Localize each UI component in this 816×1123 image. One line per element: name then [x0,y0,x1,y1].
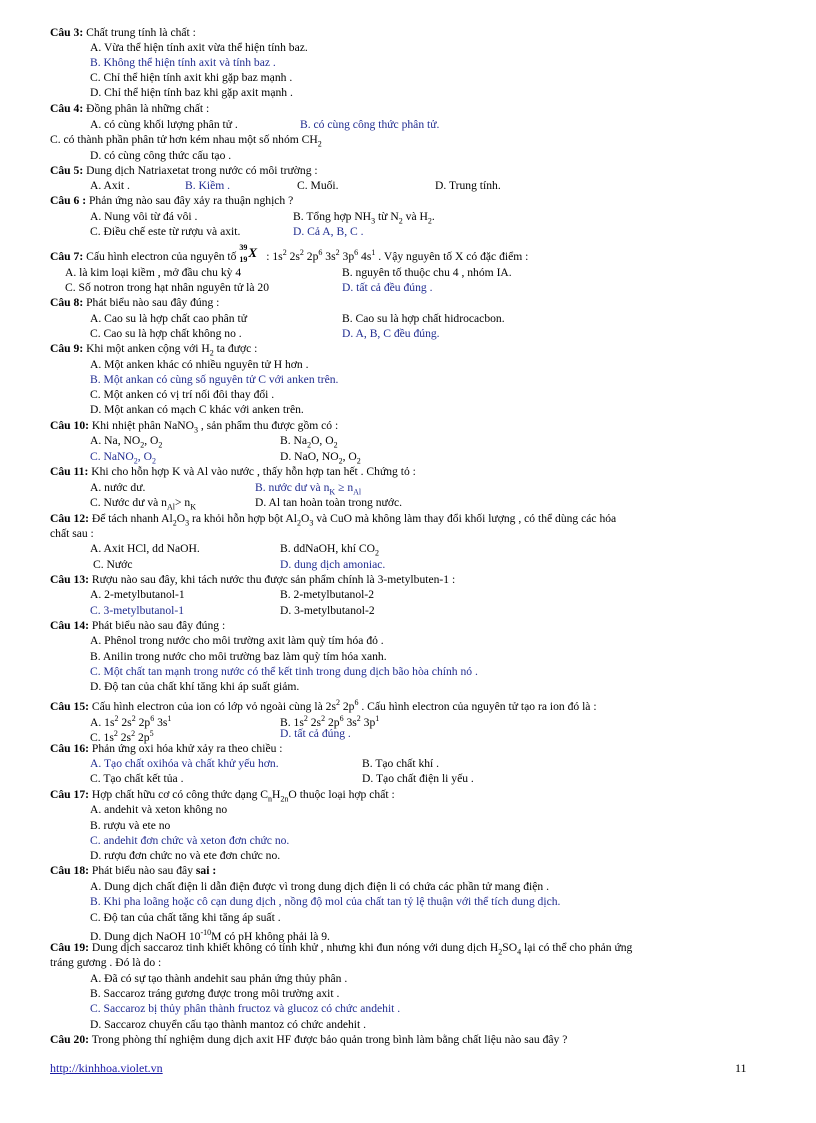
option-a: A. $1s^2$ $2s^2$ $2p^6$ $3s^1$ [90,714,172,729]
question-label: Câu 6 : [50,194,87,207]
footer-link[interactable]: http://kinhhoa.violet.vn [50,1061,163,1075]
question-17: Câu 17: Hợp chất hữu cơ có công thức dạng $C_nH_{2n}O$ thuộc loại hợp chất : [50,788,395,804]
option-b: B. Anilin trong nước cho môi trường baz làm quỳ tím hóa xanh. [90,650,387,663]
question-5 [50,163,318,178]
question-text: Phát biểu nào sau đây đúng : [86,296,220,309]
option-c: C. Nước [93,558,133,571]
option-d: D. tất cả đúng . [280,727,351,740]
option-a: A. Axit . [90,179,130,192]
option-a: A. Cao su là hợp chất cao phân tử [90,312,247,325]
option-a: A. andehit và xeton không no [90,803,228,816]
option-b: B. rượu và ete no [90,819,171,832]
question-9: Câu 9: Khi một anken cộng với $H_2$ ta được : [50,342,258,358]
question-label: Câu 15: [50,699,89,713]
option-c: C. NaNO$_2$, $O_2$ [90,450,156,466]
question-label: Câu 10: [50,419,89,432]
option-a: A. Phênol trong nước cho môi trường axit làm quỳ tím hóa đỏ . [90,634,384,647]
option-c: C. Chỉ thể hiện tính axit khi gặp baz mạnh . [90,71,293,84]
option-d: D. Độ tan của chất khí tăng khi áp suất giảm. [90,680,300,693]
option-a: A. Một anken khác có nhiều nguyên tử H hơn . [90,358,309,371]
isotope-symbol: 39 19 X [239,243,258,264]
question-3 [50,25,196,40]
question-text-cont: chất sau : [50,527,94,540]
option-c: C. Một chất tan mạnh trong nước có thể kết tinh trong dung dịch bão hòa chính nó . [90,665,478,678]
question-text: Phản ứng nào sau đây xảy ra thuận nghịch ? [88,194,294,207]
option-c: C. Tạo chất kết tủa . [90,772,184,785]
option-a: A. Nung vôi từ đá vôi . [90,210,198,223]
question-text: Chất trung tính là chất : [86,26,196,39]
option-c: C. Một anken có vị trí nối đôi thay đổi . [90,388,275,401]
option-c: C. Điều chế este từ rượu và axit. [90,225,241,238]
question-19: Câu 19: Dung dịch saccaroz tinh khiết không có tính khử , nhưng khi đun nóng với dung dịch $H_2SO_4$ lại có thể cho phản ứng [50,941,633,957]
option-a: A. Axit HCl, dd NaOH. [90,542,200,555]
question-13 [50,572,455,587]
option-b: B. Saccaroz tráng gương được trong môi trường axit . [90,987,340,1000]
option-b: B. $Na_2O$, $O_2$ [280,434,338,450]
option-b: B. Một ankan có cùng số nguyên tử C với anken trên. [90,373,339,386]
question-text: Phát biểu nào sau đây đúng : [91,619,226,632]
option-c: C. Nước dư và $n_{Al}> n_K$ [90,496,196,512]
option-b: B. có cùng công thức phân tử. [300,118,440,131]
question-label: Câu 8: [50,296,84,309]
page-number: 11 [735,1061,747,1075]
option-c: C. $1s^2$ $2s^2$ $2p^5$ [90,729,154,744]
question-label: Câu 18: [50,864,89,877]
option-d: D. có cùng công thức cấu tạo . [90,149,232,162]
option-a: A. Dung dịch chất điện li dẫn điện được vì trong dung dịch điện li có chứa các phần tử mang điện . [90,880,549,893]
option-a: A. nước dư. [90,481,146,494]
question-15: Câu 15: Cấu hình electron của ion có lớp vỏ ngoài cùng là $2s^2$ $2p^6$ . Cấu hình electron của nguyên tử tạo ra ion đó là : [50,698,597,713]
question-label: Câu 5: [50,164,84,177]
option-a: A. có cùng khối lượng phân tử . [90,118,238,131]
option-a: A. là kim loại kiềm , mở đầu chu kỳ 4 [65,266,242,279]
question-text: Đồng phân là những chất : [86,102,210,115]
question-text: Khi cho hỗn hợp K và Al vào nước , thấy hỗn hợp tan hết . Chứng tỏ : [91,465,416,478]
option-c: C. Số notron trong hạt nhân nguyên tử là 20 [65,281,270,294]
option-d: D. A, B, C đều đúng. [342,327,440,340]
option-d: D. Dung dịch NaOH $10^{-10}M$ có pH không phải là 9. [90,928,330,943]
question-11 [50,464,416,479]
option-b: B. ddNaOH, khí $CO_2$ [280,542,380,558]
option-d: D. Al tan hoàn toàn trong nước. [255,496,403,509]
option-c: C. Độ tan của chất tăng khi tăng áp suất . [90,911,281,924]
question-label: Câu 17: [50,788,89,801]
question-label: Câu 4: [50,102,84,115]
question-18: Câu 18: Phát biểu nào sau đây sai : [50,864,217,877]
question-20 [50,1032,567,1047]
option-d: D. Cả A, B, C . [293,225,364,238]
option-d: D. Tạo chất điện li yếu . [362,772,474,785]
option-d: D. Saccaroz chuyển cấu tạo thành mantoz có chức andehit . [90,1018,367,1031]
question-label: Câu 20: [50,1033,89,1046]
question-12: Câu 12: Để tách nhanh $Al_2O_3$ ra khỏi hỗn hợp bột $Al_2O_3$ và CuO mà không làm thay đổi khối lượng , có thể dùng các hóa [50,512,617,528]
option-a: A. Vừa thể hiện tính axit vừa thể hiện tính baz. [90,41,308,54]
option-c: C. Muối. [297,179,339,192]
option-a: A. Na, $NO_2$, $O_2$ [90,434,163,450]
option-b: B. Tổng hợp $NH_3$ từ $N_2$ và $H_2$. [293,210,435,226]
question-text: Rượu nào sau đây, khi tách nước thu được sản phẩm chính là 3-metylbuten-1 : [91,573,456,586]
question-label: Câu 14: [50,619,89,632]
option-b: B. 2-metylbutanol-2 [280,588,375,601]
question-14 [50,618,225,633]
question-text: Phản ứng oxi hóa khử xảy ra theo chiều : [91,742,283,755]
option-b: B. Kiềm . [185,179,231,192]
option-b: B. $1s^2$ $2s^2$ $2p^6$ $3s^2$ $3p^1$ [280,714,380,729]
option-a: A. Đã có sự tạo thành andehit sau phản ứng thủy phân . [90,972,348,985]
question-10: Câu 10: Khi nhiệt phân NaNO$_3$ , sản phẩm thu được gồm có : [50,419,339,435]
option-b: B. Khi pha loãng hoặc cô cạn dung dịch , nồng độ mol của chất tan tỷ lệ thuận với thể tích dung dịch. [90,895,561,908]
option-b: B. Không thể hiện tính axit và tính baz . [90,56,276,69]
question-6 [50,193,293,208]
option-c: C. andehit đơn chức và xeton đơn chức no. [90,834,290,847]
question-label: Câu 16: [50,742,89,755]
option-b: B. nguyên tố thuộc chu 4 , nhóm IA. [342,266,512,279]
question-4 [50,101,209,116]
option-b: B. nước dư và $n_K \ge n_{Al}$ [255,481,362,497]
option-a: A. 2-metylbutanol-1 [90,588,185,601]
question-text: Trong phòng thí nghiệm dung dịch axit HF được bảo quản trong bình làm bằng chất liệu nào sau đây ? [91,1033,568,1046]
option-d: D. NaO, $NO_2$, $O_2$ [280,450,361,466]
question-label: Câu 3: [50,26,84,39]
option-d: D. Chỉ thể hiện tính baz khi gặp axit mạnh . [90,86,293,99]
option-c: C. Saccaroz bị thủy phân thành fructoz và glucoz có chức andehit . [90,1002,401,1015]
option-c: C. có thành phần phân tử hơn kém nhau một số nhóm $CH_2$ [50,133,322,149]
question-text: Dung dịch Natriaxetat trong nước có môi trường : [86,164,318,177]
question-7: Câu 7: Cấu hình electron của nguyên tố 39 19 X : $1s^2$ $2s^2$ $2p^6$ $3s^2$ $3p^6$ $4s^1$ . Vậy nguyên tố X có đặc điểm : [50,243,529,264]
option-d: D. Một ankan có mạch C khác với anken trên. [90,403,304,416]
question-16 [50,741,283,756]
option-b: B. Tạo chất khí . [362,757,440,770]
question-text: Cấu hình electron của nguyên tố [86,249,237,263]
option-c: C. 3-metylbutanol-1 [90,604,185,617]
option-d: D. 3-metylbutanol-2 [280,604,375,617]
option-c: C. Cao su là hợp chất không no . [90,327,242,340]
question-8 [50,295,219,310]
question-label: Câu 19: [50,941,89,954]
option-d: D. dung dịch amoniac. [280,558,386,571]
option-b: B. Cao su là hợp chất hidrocacbon. [342,312,505,325]
question-label: Câu 9: [50,342,84,355]
question-label: Câu 13: [50,573,89,586]
option-a: A. Tạo chất oxihóa và chất khử yếu hơn. [90,757,279,770]
question-label: Câu 11: [50,465,89,478]
question-text-cont: tráng gương . Đó là do : [50,956,162,969]
question-label: Câu 7: [50,249,84,263]
option-d: D. rượu đơn chức no và ete đơn chức no. [90,849,281,862]
question-label: Câu 12: [50,512,89,525]
option-d: D. Trung tính. [435,179,501,192]
option-d: D. tất cả đều đúng . [342,281,433,294]
